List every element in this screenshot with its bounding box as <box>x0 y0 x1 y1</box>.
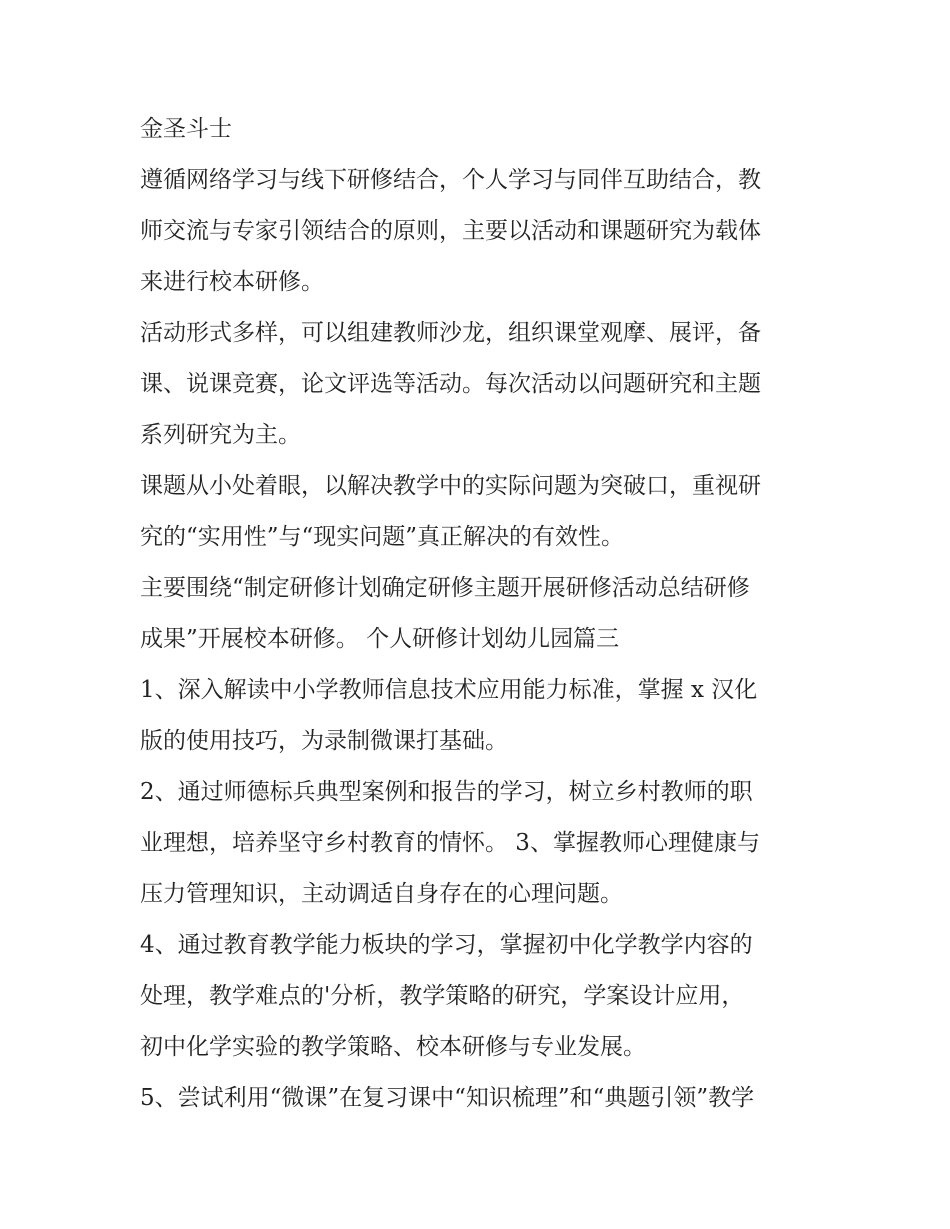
paragraph-1-line-1: 遵循网络学习与线下研修结合，个人学习与同伴互助结合，教 <box>140 167 761 193</box>
paragraph-2-line-3: 系列研究为主。 <box>140 422 301 448</box>
list-item-1-line-2: 版的使用技巧，为录制微课打基础。 <box>140 728 508 754</box>
paragraph-3-line-1: 课题从小处着眼，以解决教学中的实际问题为突破口，重视研 <box>140 473 761 499</box>
list-item-2-line-2: 业理想，培养坚守乡村教育的情怀。 3、掌握教师心理健康与 <box>140 830 760 856</box>
paragraph-2-line-1: 活动形式多样，可以组建教师沙龙，组织课堂观摩、展评，备 <box>140 320 761 346</box>
paragraph-4-line-2: 成果”开展校本研修。 个人研修计划幼儿园篇三 <box>140 626 620 652</box>
paragraph-3-line-2: 究的“实用性”与“现实问题”真正解决的有效性。 <box>140 524 625 550</box>
list-item-5-line-1: 5、尝试利用“微课”在复习课中“知识梳理”和“典题引领”教学 <box>140 1085 755 1111</box>
list-item-3-line-1: 压力管理知识，主动调适自身存在的心理问题。 <box>140 881 623 907</box>
document-title: 金圣斗士 <box>140 116 232 142</box>
paragraph-4-line-1: 主要围绕“制定研修计划确定研修主题开展研修活动总结研修 <box>140 575 750 601</box>
list-item-2-line-1: 2、通过师德标兵典型案例和报告的学习，树立乡村教师的职 <box>140 779 753 805</box>
list-item-4-line-1: 4、通过教育教学能力板块的学习，掌握初中化学教学内容的 <box>140 932 753 958</box>
list-item-4-line-3: 初中化学实验的教学策略、校本研修与专业发展。 <box>140 1034 646 1060</box>
list-item-1-line-1: 1、深入解读中小学教师信息技术应用能力标准，掌握 x 汉化 <box>140 677 758 703</box>
list-item-4-line-2: 处理，教学难点的'分析，教学策略的研究，学案设计应用， <box>140 983 745 1009</box>
paragraph-1-line-3: 来进行校本研修。 <box>140 269 324 295</box>
document-body <box>140 104 820 1124</box>
paragraph-1-line-2: 师交流与专家引领结合的原则，主要以活动和课题研究为载体 <box>140 218 761 244</box>
paragraph-2-line-2: 课、说课竞赛，论文评选等活动。每次活动以问题研究和主题 <box>140 371 761 397</box>
